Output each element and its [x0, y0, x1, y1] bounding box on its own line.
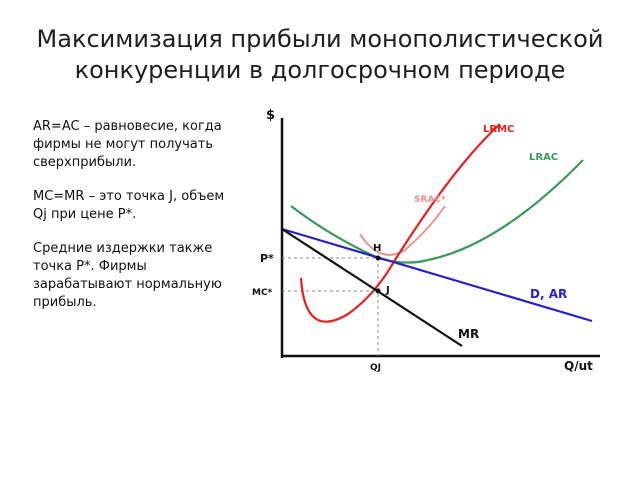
point-j: [376, 289, 381, 294]
srac-label: SRAC*: [414, 195, 446, 205]
demand-label: D, AR: [530, 287, 568, 301]
y-axis-label: $: [266, 108, 276, 123]
lrmc-curve: [301, 124, 500, 322]
note-equilibrium: AR=AC – равновесие, когда фирмы не могут получать сверхприбыли.: [33, 119, 222, 170]
note-normal-profit: Средние издержки также точка Р*. Фирмы зарабатывают нормальную прибыль.: [33, 241, 222, 310]
lrac-curve: [291, 160, 583, 263]
mr-label: MR: [458, 327, 480, 341]
point-j-label: J: [386, 285, 390, 296]
title-line-2: конкуренции в долгосрочном периоде: [74, 56, 566, 84]
p-star-label: P*: [260, 252, 274, 265]
x-axis-label: Q/ut: [564, 359, 593, 373]
title-line-1: Максимизация прибыли монополистической: [36, 25, 604, 53]
mr-curve: [282, 229, 462, 346]
point-h: [376, 256, 381, 261]
demand-curve: [282, 229, 592, 321]
note-mc-mr: МС=MR – это точка J, объем Qj при цене Р*.: [33, 189, 225, 222]
slide-title: [0, 24, 640, 86]
explanation-text: [33, 118, 233, 328]
lrac-label: LRAC: [529, 152, 559, 163]
point-h-label: H: [373, 243, 382, 254]
monopolistic-competition-diagram: [240, 100, 620, 390]
qj-label: QJ: [370, 363, 381, 373]
mc-star-label: MC*: [252, 288, 273, 298]
lrmc-label: LRMC: [483, 124, 515, 135]
